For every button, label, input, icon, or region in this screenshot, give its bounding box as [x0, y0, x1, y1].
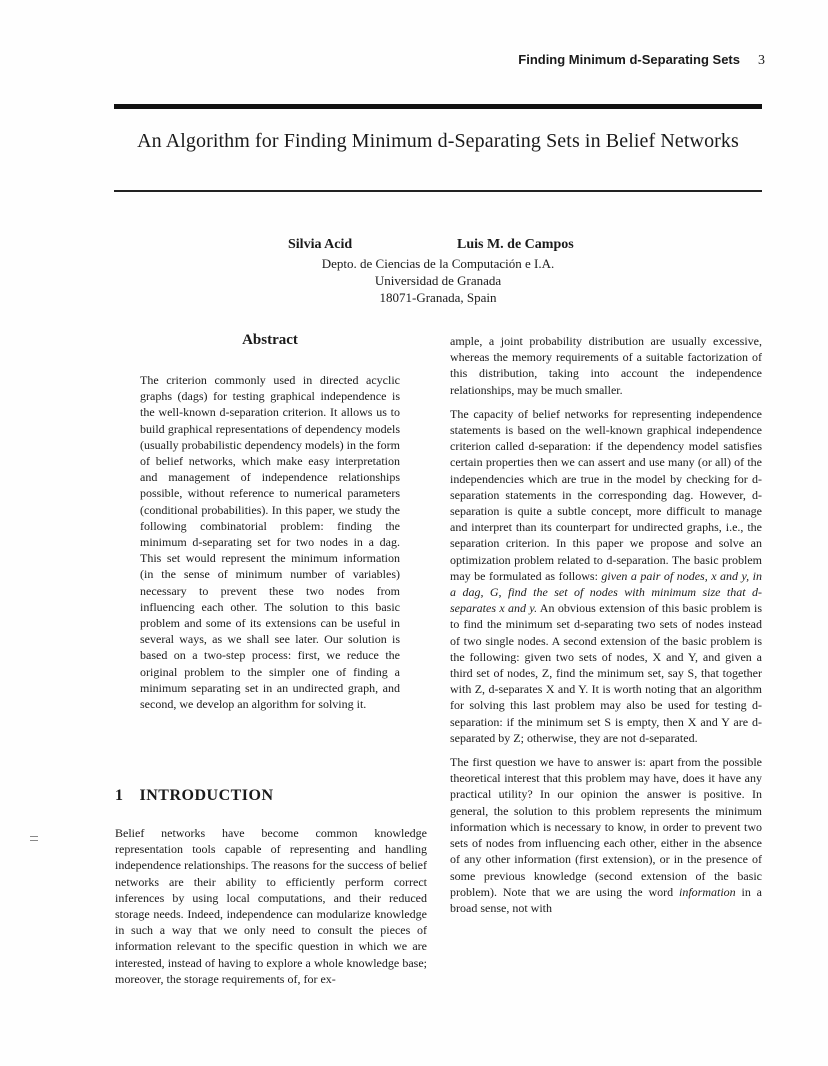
title-rule-top [114, 104, 762, 109]
paragraph-text: An obvious extension of this basic problem is to find the minimum set d-separating two sets of nodes instead of two single nodes. A second extension of the basic problem is the following: given two sets of nodes, X and Y, and given a third set of nodes, Z, find the minimum set, say S, that together with Z, d-separates X and Y. It is worth noting that an algorithm for solving this last problem may also be used for testing d-separation: if the minimum set S is empty, then X and Y are d-separated by Z; otherwise, they are not d-separated. [450, 601, 762, 745]
paragraph [450, 406, 762, 746]
margin-mark [30, 836, 38, 842]
title-rule-bottom [114, 190, 762, 192]
problem-statement: given a pair of nodes, x and y, in a dag, G, find the set of nodes with minimum size that d-separates x and y. [450, 568, 762, 616]
abstract-body: The criterion commonly used in directed acyclic graphs (dags) for testing graphical independence is the well-known d-separation criterion. It allows us to build graphical representations of dependency models (usually probabilistic dependency models) in the form of belief networks, which make easy interpretation and management of independence relationships possible, without reference to numerical parameters (conditional probabilities). In this paper, we study the following combinatorial problem: finding the minimum d-separating set for two nodes in a dag. This set would represent the minimum information (in the sense of minimum number of variables) necessary to prevent these two nodes from influencing each other. The solution to this basic problem and some of its extensions can be useful in several ways, as we shall see later. Our solution is based on a two-step process: first, we reduce the original problem to the simpler one of finding a minimum separating set in an undirected graph, and second, we develop an algorithm for solving it. [140, 373, 400, 712]
paragraph-text: The first question we have to answer is: apart from the possible theoretical interest that this problem may have, does it have any practical utility? In our opinion the answer is positive. In general, the solution to this problem represents the minimum information which is necessary to know, in order to prevent two sets of nodes from influencing each other, either in the absence of any other information (first extension), or in the presence of some previous knowledge (second extension of the basic problem). Note that we are using the word [450, 755, 762, 899]
affiliation-line: Universidad de Granada [374, 273, 502, 288]
paragraph-text: The capacity of belief networks for representing independence statements is based on the well-known graphical independence criterion called d-separation: if the dependency model satisfies certain properties then we can assert and use many (or all) of the independencies which are true in the model by checking for d-separation statements in the corresponding dag. However, d-separation is quite a subtle concept, more difficult to manage and interpret than its counterpart for undirected graphs, i.e., the separation criterion. In this paper we propose and solve an optimization problem related to d-separation. The basic problem may be formulated as follows: [450, 406, 762, 583]
affiliation-line: 18071-Granada, Spain [379, 290, 497, 305]
author-names [114, 237, 762, 255]
section-heading [115, 787, 274, 805]
author-block [114, 237, 762, 306]
section-title: INTRODUCTION [139, 787, 274, 804]
running-head-title: Finding Minimum d-Separating Sets [518, 52, 740, 67]
affiliation-line: Depto. de Ciencias de la Computación e I.A. [321, 256, 555, 271]
paragraph-text: in a broad sense, not with [450, 884, 762, 915]
paragraph: ample, a joint probability distribution are usually excessive, whereas the memory requirements of a suitable factorization of this distribution, taking into account the independence relationships, may be much smaller. [450, 334, 762, 397]
introduction-body: Belief networks have become common knowledge representation tools capable of representing and handling independence relationships. The reasons for the success of belief networks are their ability to efficiently perform correct inferences by using local computations, and their reduced storage needs. Indeed, independence can modularize knowledge in such a way that we only need to consult the pieces of information relevant to the specific question in which we are interested, instead of having to explore a whole knowledge base; moreover, the storage requirements of, for ex- [115, 826, 427, 986]
author-name: Luis M. de Campos [457, 237, 574, 252]
section-number: 1 [115, 787, 124, 804]
emphasis: information [678, 884, 736, 899]
paragraph [450, 754, 762, 916]
paper-title: An Algorithm for Finding Minimum d-Separating Sets in Belief Networks [137, 130, 739, 152]
author-name: Silvia Acid [288, 237, 353, 252]
right-column [450, 333, 762, 924]
abstract-heading: Abstract [242, 332, 298, 348]
running-head [480, 52, 765, 69]
page-number: 3 [758, 53, 765, 68]
